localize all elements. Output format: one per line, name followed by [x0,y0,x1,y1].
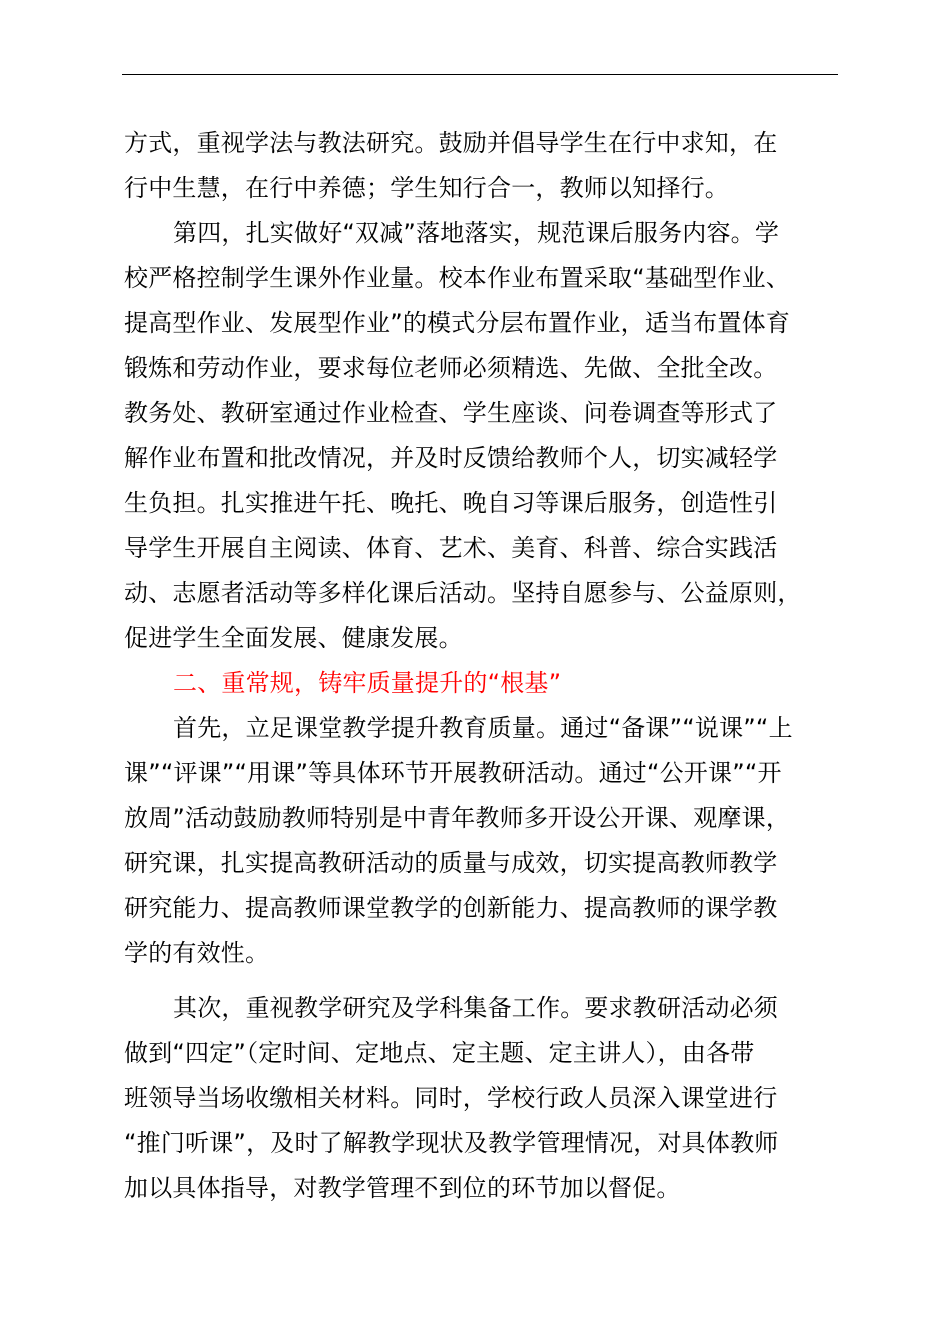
text-line: 做到“四定”（定时间、定地点、定主题、定主讲人），由各带 [124,1039,755,1067]
text-line: 方式，重视学法与教法研究。鼓励并倡导学生在行中求知，在 [124,129,778,157]
paragraph-second [124,986,864,1211]
text-line: 学的有效性。 [124,939,270,967]
header-rule [122,74,838,75]
text-line: 第四，扎实做好“双减”落地落实，规范课后服务内容。学 [173,219,780,247]
text-line: 其次，重视教学研究及学科集备工作。要求教研活动必须 [173,994,778,1022]
text-line: 解作业布置和批改情况，并及时反馈给教师个人，切实减轻学 [124,444,778,472]
text-line: “推门听课”，及时了解教学现状及教学管理情况，对具体教师 [124,1129,779,1157]
text-line: 研究能力、提高教师课堂教学的创新能力、提高教师的课学教 [124,894,778,922]
text-line: 班领导当场收缴相关材料。同时，学校行政人员深入课堂进行 [124,1084,778,1112]
text-line: 教务处、教研室通过作业检查、学生座谈、问卷调查等形式了 [124,399,778,427]
document-body [124,121,864,1211]
paragraph-first [124,706,864,976]
text-line: 提高型作业、发展型作业”的模式分层布置作业，适当布置体育 [124,309,791,337]
paragraph-fourth [124,211,864,661]
text-line: 促进学生全面发展、健康发展。 [124,624,463,652]
text-line: 动、志愿者活动等多样化课后活动。坚持自愿参与、公益原则， [124,579,802,607]
text-line: 生负担。扎实推进午托、晚托、晚自习等课后服务，创造性引 [124,489,778,517]
text-line: 锻炼和劳动作业，要求每位老师必须精选、先做、全批全改。 [124,354,778,382]
text-line: 行中生慧，在行中养德；学生知行合一，教师以知择行。 [124,174,729,202]
text-line: 加以具体指导，对教学管理不到位的环节加以督促。 [124,1174,681,1202]
paragraph-gap [124,976,864,986]
text-line: 放周”活动鼓励教师特别是中青年教师多开设公开课、观摩课， [124,804,791,832]
section-heading: 二、重常规，铸牢质量提升的“根基” [173,669,562,697]
text-line: 首先，立足课堂教学提升教育质量。通过“备课”“说课”“上 [173,714,793,742]
text-line: 研究课，扎实提高教研活动的质量与成效，切实提高教师教学 [124,849,778,877]
text-line: 课”“评课”“用课”等具体环节开展教研活动。通过“公开课”“开 [124,759,782,787]
text-line: 校严格控制学生课外作业量。校本作业布置采取“基础型作业、 [124,264,791,292]
text-line: 导学生开展自主阅读、体育、艺术、美育、科普、综合实践活 [124,534,778,562]
paragraph-continuation [124,121,864,211]
